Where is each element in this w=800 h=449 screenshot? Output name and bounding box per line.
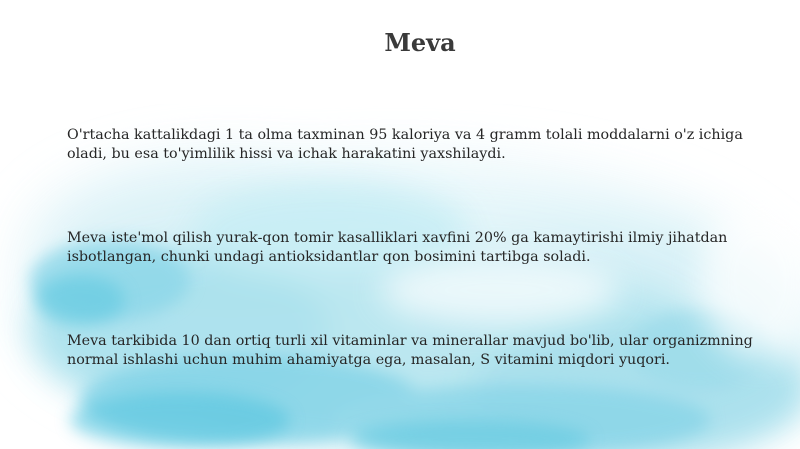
paragraph-3: Meva tarkibida 10 dan ortiq turli xil vitaminlar va minerallar mavjud bo'lib, ular organizmning normal ishlashi uchun muhim ahamiyatga ega, masalan, S vitamini miqdori yuqori. — [67, 333, 753, 368]
paragraph-1: O'rtacha kattalikdagi 1 ta olma taxminan 95 kaloriya va 4 gramm tolali moddalarni o'z ichiga oladi, bu esa to'yimlilik hissi va ichak harakatini yaxshilaydi. — [67, 127, 743, 162]
paragraph-2: Meva iste'mol qilish yurak-qon tomir kasalliklari xavfini 20% ga kamaytirishi ilmiy jihatdan isbotlangan, chunki undagi antioksidantlar qon bosimini tartibga soladi. — [67, 230, 728, 265]
page-title: Meva — [384, 28, 456, 57]
